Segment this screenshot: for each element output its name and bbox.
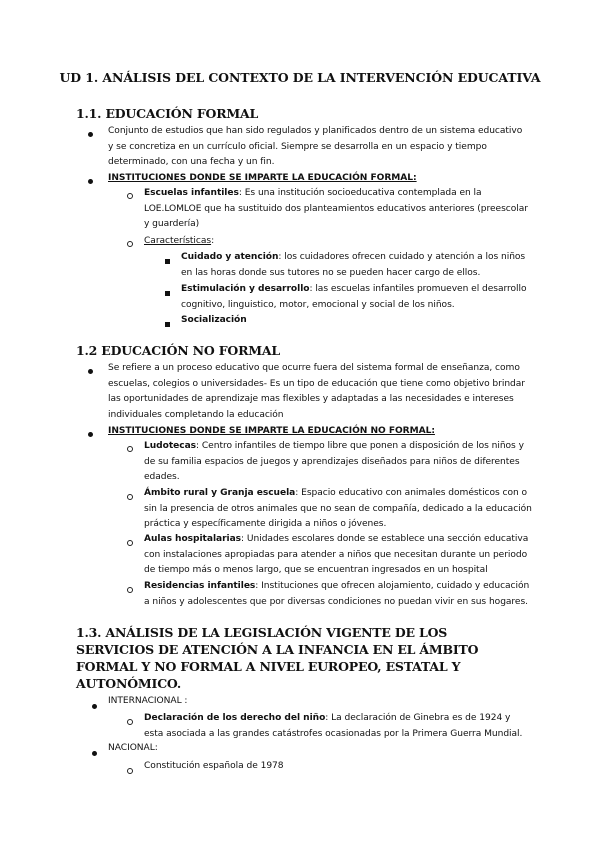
item-ludotecas [144, 439, 532, 486]
bullet-dot [92, 746, 97, 761]
section-heading-1-3: 1.3. ANÁLISIS DE LA LEGISLACIÓN VIGENTE DE LOS SERVICIOS DE ATENCIÓN A LA INFANCIA EN EL ÁMBITO FORMAL Y NO FORMAL A NIVEL EUROPEO, ESTATAL Y AUTONÓMICO. [76, 625, 479, 691]
char-cuidado-atencion [181, 250, 533, 281]
bullet-circle [127, 536, 133, 551]
bullet-circle [127, 583, 133, 598]
document-title: UD 1. ANÁLISIS DEL CONTEXTO DE LA INTERVENCIÓN EDUCATIVA [59, 70, 541, 85]
bullet-dot [88, 427, 93, 442]
nacional-label: NACIONAL: [108, 743, 158, 753]
internacional-label: INTERNACIONAL : [108, 696, 188, 706]
item-escuelas-infantiles [144, 186, 534, 233]
item-text: : Unidades escolares donde se establece una sección educativa con instalaciones apropiadas para atender a niños que necesitan durante un periodo de tiempo más o menos largo, que se encuentran ingresados en un hospital [144, 534, 529, 576]
paragraph-nonformal-definition: Se refiere a un proceso educativo que ocurre fuera del sistema formal de enseñanza, como escuelas, colegios o universidades- Es un tipo de educación que tiene como objetivo brindar las oportunidades de aprendizaje mas flexibles y adaptadas a las necesidades e intereses individuales completando la educación [108, 363, 525, 420]
char-estimulacion-desarrollo [181, 282, 533, 313]
item-label: Características [144, 236, 212, 246]
bullet-dot [88, 127, 93, 142]
item-label: Residencias infantiles [144, 581, 256, 591]
item-text: : Instituciones que ofrecen alojamiento, cuidado y educación a niños y adolescentes que por diversas condiciones no puedan vivir en sus hogares. [144, 581, 530, 607]
bullet-circle [127, 189, 133, 204]
item-aulas-hospitalarias [144, 532, 532, 579]
institutions-formal-heading: INSTITUCIONES DONDE SE IMPARTE LA EDUCACIÓN FORMAL: [108, 173, 417, 183]
paragraph-formal-definition: Conjunto de estudios que han sido regulados y planificados dentro de un sistema educativo y se concretiza en un currículo oficial. Siempre se desarrolla en un espacio y tiempo determinado, con una fecha y un fin. [108, 126, 523, 168]
item-label: Ámbito rural y Granja escuela [144, 488, 296, 498]
bullet-circle [127, 237, 133, 252]
item-text: : las escuelas infantiles promueven el desarrollo cognitivo, linguistico, motor, emocional y social de los niños. [181, 284, 527, 310]
bullet-circle [127, 490, 133, 505]
item-label: Escuelas infantiles [144, 188, 239, 198]
bullet-dot [88, 364, 93, 379]
bullet-dot [88, 174, 93, 189]
bullet-circle [127, 764, 133, 779]
bullet-square [165, 317, 170, 332]
bullet-square [165, 286, 170, 301]
item-ambito-rural [144, 486, 532, 533]
item-colon: : [211, 236, 215, 246]
item-text: : Es una institución socioeducativa contemplada en la LOE.LOMLOE que ha sustituido dos planteamientos educativos anteriores (preescolar y guardería) [144, 188, 528, 230]
item-declaracion-derechos-nino [144, 711, 532, 742]
item-label: Ludotecas [144, 441, 197, 451]
section-heading-1-2: 1.2 EDUCACIÓN NO FORMAL [76, 343, 281, 358]
item-text: : La declaración de Ginebra es de 1924 y esta asociada a las grandes catástrofes ocasionadas por la Primera Guerra Mundial. [144, 713, 523, 739]
bullet-circle [127, 715, 133, 730]
item-label: Declaración de los derecho del niño [144, 713, 326, 723]
institutions-nonformal-heading: INSTITUCIONES DONDE SE IMPARTE LA EDUCACIÓN NO FORMAL: [108, 426, 435, 436]
item-text: : los cuidadores ofrecen cuidado y atención a los niños en las horas donde sus tutores no se pueden hacer cargo de ellos. [181, 252, 526, 278]
char-socializacion: Socialización [181, 315, 247, 325]
bullet-square [165, 254, 170, 269]
item-constitucion-1978: Constitución española de 1978 [144, 761, 284, 771]
item-text: : Espacio educativo con animales domésticos con o sin la presencia de otros animales que no sean de compañía, dedicado a la educación práctica y específicamente dirigida a niños o jóvenes. [144, 488, 532, 530]
bullet-dot [92, 699, 97, 714]
section-heading-1-1: 1.1. EDUCACIÓN FORMAL [76, 106, 259, 121]
item-caracteristicas [144, 234, 524, 250]
item-residencias-infantiles [144, 579, 532, 610]
item-label: Cuidado y atención [181, 252, 279, 262]
item-label: Estimulación y desarrollo [181, 284, 310, 294]
item-text: : Centro infantiles de tiempo libre que ponen a disposición de los niños y de su familia espacios de juegos y aprendizajes diseñados para niños de diferentes edades. [144, 441, 524, 483]
item-label: Aulas hospitalarias [144, 534, 242, 544]
bullet-circle [127, 442, 133, 457]
